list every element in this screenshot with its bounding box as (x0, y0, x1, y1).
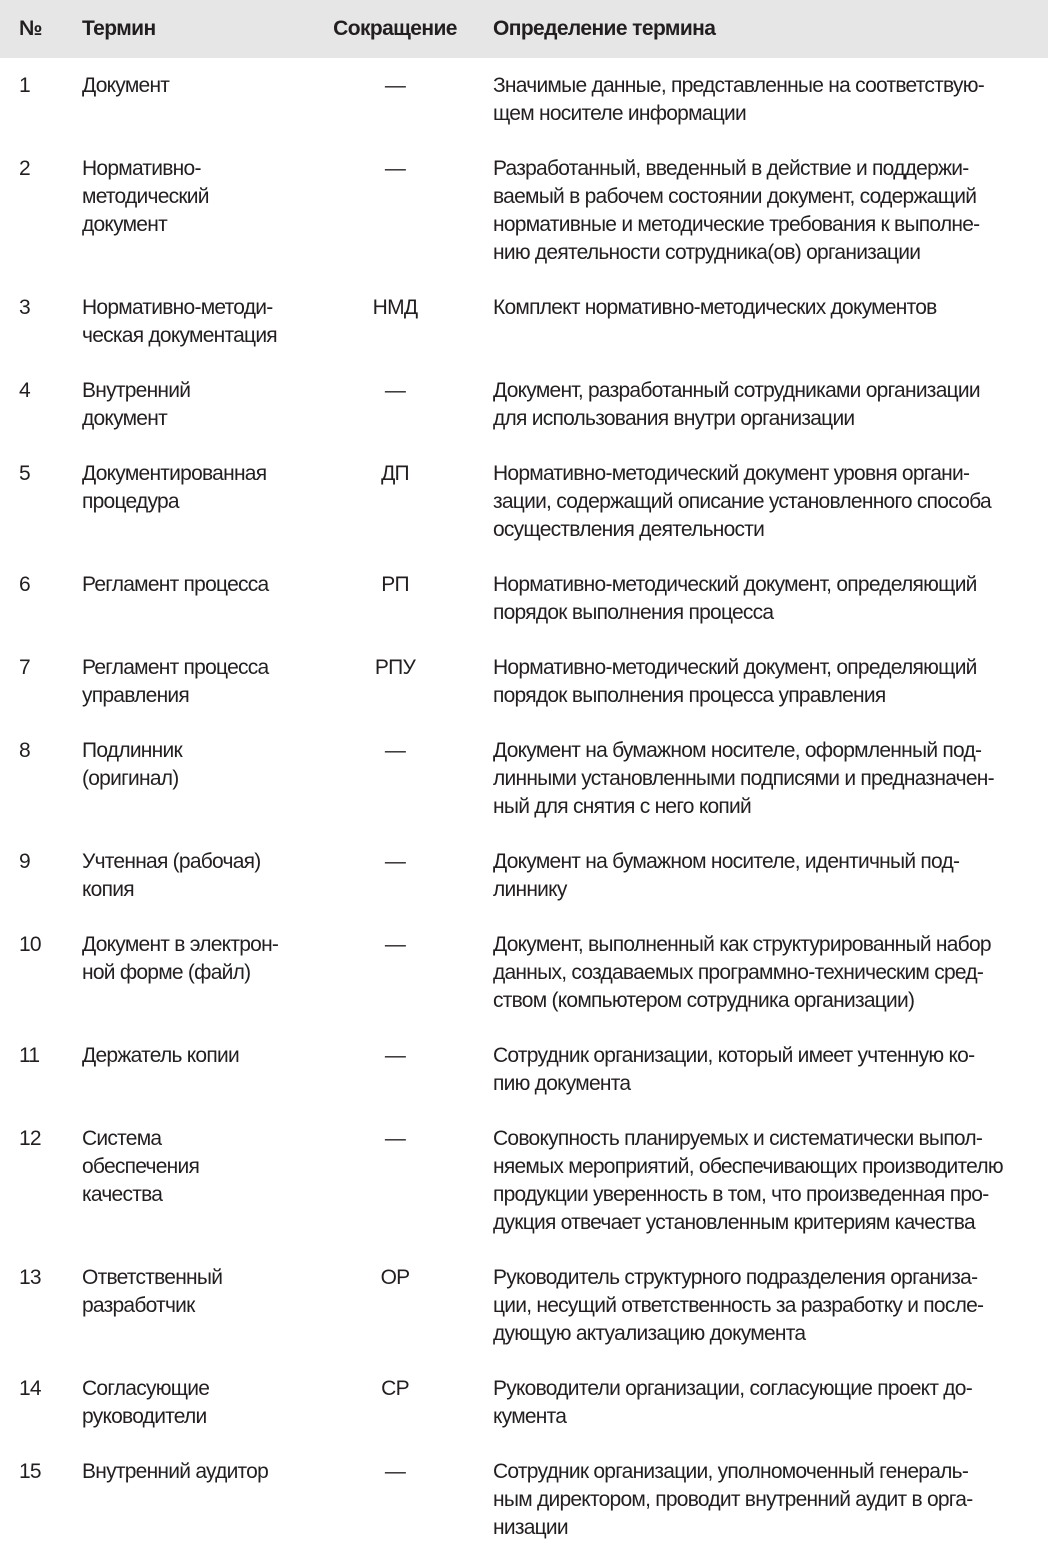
definition-line: ный для снятия с него копий (493, 795, 751, 818)
definition-line: Руководители организации, согласующие проект до- (493, 1377, 972, 1400)
definition-line: нию деятельности сотрудника(ов) организации (493, 241, 921, 264)
definition-line: линными установленными подписями и предназначен- (493, 767, 994, 790)
row-number: 12 (19, 1127, 41, 1150)
row-term (82, 571, 342, 599)
row-abbreviation: СР (381, 1377, 409, 1400)
term-line: обеспечения (82, 1155, 200, 1178)
row-term (82, 294, 342, 350)
term-line: качества (82, 1183, 163, 1206)
row-number: 14 (19, 1377, 41, 1400)
row-term (82, 1458, 342, 1486)
term-line: документ (82, 407, 167, 430)
row-abbreviation: — (384, 74, 406, 97)
term-line: руководители (82, 1405, 207, 1428)
definition-line: Совокупность планируемых и систематически выпол- (493, 1127, 983, 1150)
term-line: методический (82, 185, 209, 208)
row-number: 2 (19, 157, 30, 180)
definition-line: низации (493, 1516, 568, 1539)
row-definition (493, 1042, 1038, 1098)
row-abbreviation: — (384, 850, 406, 873)
row-term (82, 1264, 342, 1320)
definition-line: кумента (493, 1405, 567, 1428)
term-line: Внутренний (82, 379, 191, 402)
row-term (82, 931, 342, 987)
row-definition (493, 1458, 1038, 1542)
definition-line: няемых мероприятий, обеспечивающих производителю (493, 1155, 1003, 1178)
row-abbreviation: — (384, 379, 406, 402)
row-term (82, 1042, 342, 1070)
row-term (82, 737, 342, 793)
row-definition (493, 72, 1038, 128)
definition-line: продукции уверенность в том, что произведенная про- (493, 1183, 989, 1206)
row-abbreviation: РП (381, 573, 409, 596)
row-definition (493, 931, 1038, 1015)
row-number: 7 (19, 656, 30, 679)
term-line: Нормативно- (82, 157, 201, 180)
definition-line: Нормативно-методический документ, определяющий (493, 573, 977, 596)
row-definition (493, 155, 1038, 267)
row-term (82, 460, 342, 516)
definition-line: Разработанный, введенный в действие и поддержи- (493, 157, 969, 180)
row-definition (493, 1125, 1038, 1237)
definition-line: для использования внутри организации (493, 407, 855, 430)
row-abbreviation: — (384, 1460, 406, 1483)
row-number: 3 (19, 296, 30, 319)
row-term (82, 1375, 342, 1431)
term-line: Регламент процесса (82, 573, 269, 596)
term-line: ческая документация (82, 324, 277, 347)
row-definition (493, 294, 1038, 322)
row-definition (493, 377, 1038, 433)
definition-line: Сотрудник организации, уполномоченный генераль- (493, 1460, 969, 1483)
row-term (82, 155, 342, 239)
row-number: 10 (19, 933, 41, 956)
row-definition (493, 571, 1038, 627)
term-line: Документированная (82, 462, 267, 485)
definition-line: Сотрудник организации, который имеет учтенную ко- (493, 1044, 975, 1067)
row-number: 15 (19, 1460, 41, 1483)
row-definition (493, 848, 1038, 904)
definition-line: ным директором, проводит внутренний аудит в орга- (493, 1488, 973, 1511)
definition-line: Значимые данные, представленные на соответствую- (493, 74, 984, 97)
definition-line: Руководитель структурного подразделения организа- (493, 1266, 978, 1289)
row-term (82, 848, 342, 904)
term-line: Подлинник (82, 739, 182, 762)
definition-line: Документ, выполненный как структурированный набор (493, 933, 991, 956)
term-line: Документ в электрон- (82, 933, 279, 956)
row-definition (493, 737, 1038, 821)
definition-line: зации, содержащий описание установленного способа (493, 490, 991, 513)
row-term (82, 72, 342, 100)
row-number: 8 (19, 739, 30, 762)
term-line: Нормативно-методи- (82, 296, 273, 319)
definition-line: дующую актуализацию документа (493, 1322, 806, 1345)
term-line: Регламент процесса (82, 656, 269, 679)
definition-line: пию документа (493, 1072, 631, 1095)
term-line: Ответственный (82, 1266, 223, 1289)
definition-line: Нормативно-методический документ, определяющий (493, 656, 977, 679)
row-number: 9 (19, 850, 30, 873)
definition-line: дукция отвечает установленным критериям качества (493, 1211, 975, 1234)
definition-line: ством (компьютером сотрудника организации) (493, 989, 915, 1012)
row-number: 1 (19, 74, 30, 97)
definition-line: Документ на бумажном носителе, оформленный под- (493, 739, 982, 762)
row-definition (493, 460, 1038, 544)
term-line: управления (82, 684, 190, 707)
header-term: Термин (82, 17, 156, 40)
row-abbreviation: — (384, 933, 406, 956)
row-definition (493, 654, 1038, 710)
row-number: 6 (19, 573, 30, 596)
term-line: Учтенная (рабочая) (82, 850, 261, 873)
row-term (82, 1125, 342, 1209)
term-line: Система (82, 1127, 162, 1150)
header-number: № (19, 17, 42, 40)
header-definition: Определение термина (493, 17, 716, 40)
term-line: Согласующие (82, 1377, 210, 1400)
definition-line: порядок выполнения процесса (493, 601, 774, 624)
term-line: ной форме (файл) (82, 961, 251, 984)
definition-line: Нормативно-методический документ уровня органи- (493, 462, 970, 485)
term-line: (оригинал) (82, 767, 179, 790)
term-line: Документ (82, 74, 170, 97)
definition-line: ции, несущий ответственность за разработку и после- (493, 1294, 984, 1317)
term-line: копия (82, 878, 134, 901)
definition-line: Документ, разработанный сотрудниками организации (493, 379, 980, 402)
row-number: 5 (19, 462, 30, 485)
definition-line: осуществления деятельности (493, 518, 765, 541)
row-term (82, 654, 342, 710)
row-definition (493, 1264, 1038, 1348)
row-abbreviation: ОР (380, 1266, 410, 1289)
definition-line: нормативные и методические требования к выполне- (493, 213, 980, 236)
term-line: Держатель копии (82, 1044, 239, 1067)
row-term (82, 377, 342, 433)
row-number: 11 (19, 1044, 40, 1067)
definition-line: данных, создаваемых программно-техническим сред- (493, 961, 984, 984)
definition-line: Комплект нормативно-методических документов (493, 296, 937, 319)
term-line: процедура (82, 490, 179, 513)
header-abbreviation: Сокращение (333, 17, 457, 40)
definition-line: линнику (493, 878, 567, 901)
row-number: 13 (19, 1266, 41, 1289)
table-header (0, 0, 1048, 58)
row-abbreviation: — (384, 739, 406, 762)
term-line: документ (82, 213, 167, 236)
row-abbreviation: НМД (372, 296, 418, 319)
row-number: 4 (19, 379, 30, 402)
definition-line: ваемый в рабочем состоянии документ, содержащий (493, 185, 977, 208)
term-line: Внутренний аудитор (82, 1460, 269, 1483)
row-abbreviation: — (384, 1127, 406, 1150)
row-abbreviation: — (384, 157, 406, 180)
definition-line: щем носителе информации (493, 102, 746, 125)
row-abbreviation: ДП (381, 462, 409, 485)
row-abbreviation: РПУ (374, 656, 416, 679)
row-definition (493, 1375, 1038, 1431)
definition-line: Документ на бумажном носителе, идентичный под- (493, 850, 960, 873)
definition-line: порядок выполнения процесса управления (493, 684, 886, 707)
term-line: разработчик (82, 1294, 195, 1317)
row-abbreviation: — (384, 1044, 406, 1067)
